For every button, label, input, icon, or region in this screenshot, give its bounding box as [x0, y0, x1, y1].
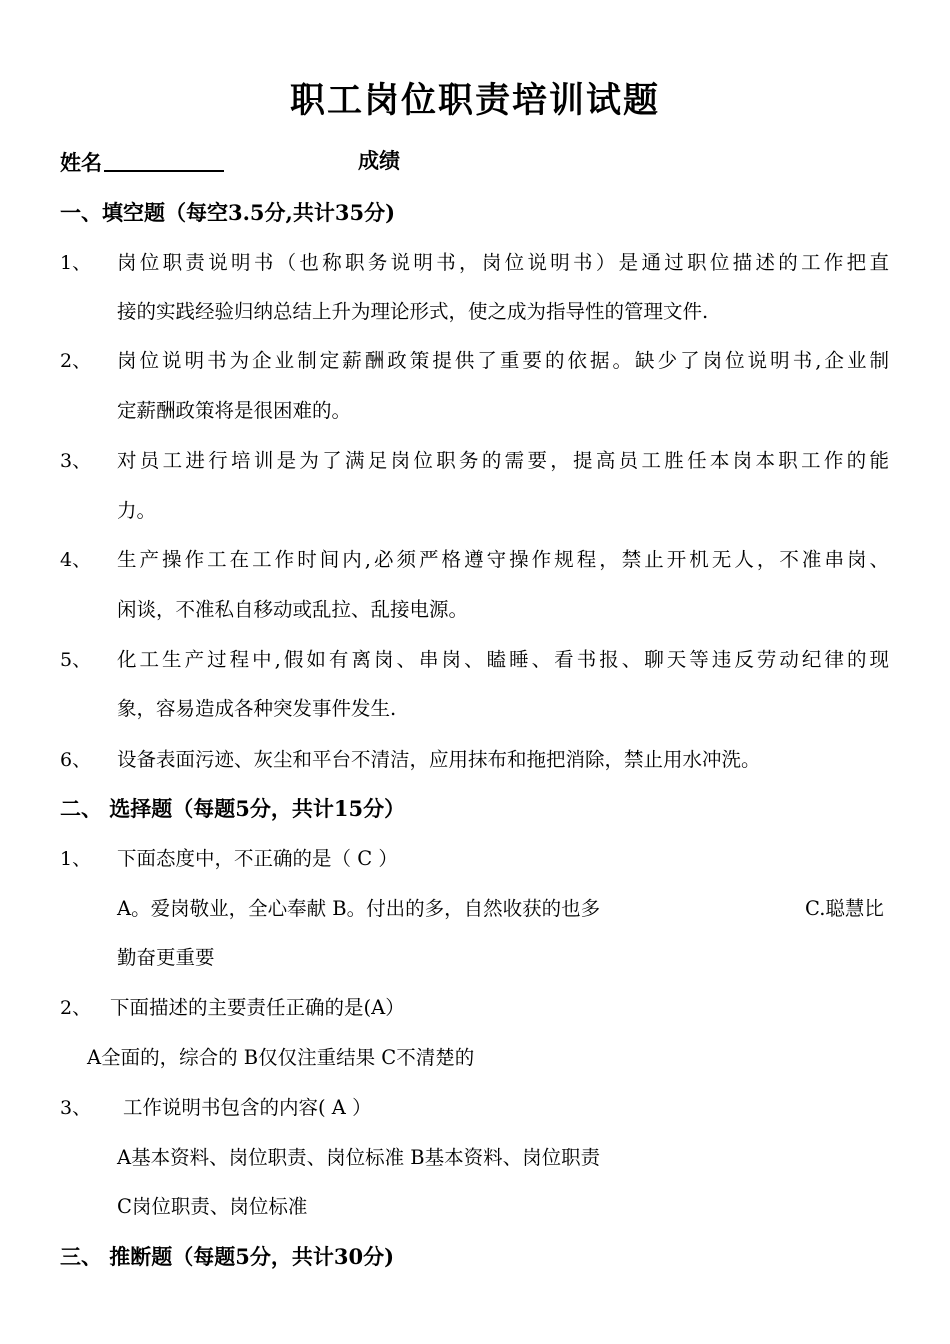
name-field [60, 146, 224, 178]
s1-item2-line1: 岗位说明书为企业制定薪酬政策提供了重要的依据。缺少了岗位说明书,企业制 [117, 349, 889, 372]
s1-item5-line1: 化工生产过程中,假如有离岗、串岗、瞌睡、看书报、聊天等违反劳动纪律的现 [117, 648, 889, 671]
s2-q3-question: 工作说明书包含的内容( A ） [123, 1096, 372, 1119]
s2-q2-question: 下面描述的主要责任正确的是(A） [110, 996, 405, 1019]
page-title: 职工岗位职责培训试题 [289, 80, 660, 121]
s1-item4-number: 4、 [60, 549, 92, 571]
s2-q3-number: 3、 [60, 1097, 92, 1119]
s2-q3-options-ab: A基本资料、岗位职责、岗位标准 B基本资料、岗位职责 [117, 1146, 601, 1169]
name-label: 姓名 [60, 150, 102, 175]
s1-item1-number: 1、 [60, 252, 92, 274]
score-label: 成绩 [358, 148, 400, 173]
s2-q1-question: 下面态度中，不正确的是（ C ） [117, 847, 398, 870]
s2-q1-options-ab: A。爱岗敬业，全心奉献 B。付出的多，自然收获的也多 [117, 897, 601, 920]
s1-item1-line2: 接的实践经验归纳总结上升为理论形式，使之成为指导性的管理文件. [117, 300, 709, 323]
s1-item3-number: 3、 [60, 450, 92, 472]
s1-item5-line2: 象，容易造成各种突发事件发生. [117, 697, 397, 720]
s2-q1-option-c-end: 勤奋更重要 [117, 946, 215, 969]
name-blank [104, 146, 224, 172]
s1-item3-line1: 对员工进行培训是为了满足岗位职务的需要，提高员工胜任本岗本职工作的能 [117, 449, 889, 472]
s1-item3-line2: 力。 [117, 499, 157, 522]
section2-heading: 二、 选择题（每题5分，共计15分） [60, 796, 406, 821]
s1-item5-number: 5、 [60, 649, 92, 671]
s1-item1-line1: 岗位职责说明书（也称职务说明书，岗位说明书）是通过职位描述的工作把直 [117, 251, 889, 274]
section1-heading: 一、填空题（每空3.5分,共计35分) [60, 200, 396, 225]
s1-item6-line1: 设备表面污迹、灰尘和平台不清洁，应用抹布和拖把消除，禁止用水冲洗。 [117, 748, 761, 771]
s1-item4-line2: 闲谈，不准私自移动或乱拉、乱接电源。 [117, 598, 469, 621]
s2-q1-number: 1、 [60, 848, 92, 870]
section3-heading: 三、 推断题（每题5分，共计30分) [60, 1244, 395, 1269]
s2-q1-option-c-start: C.聪慧比 [805, 897, 884, 920]
s2-q2-options: A全面的，综合的 B仅仅注重结果 C不清楚的 [87, 1046, 475, 1069]
s2-q3-option-c: C岗位职责、岗位标准 [117, 1195, 308, 1218]
s1-item4-line1: 生产操作工在工作时间内,必须严格遵守操作规程，禁止开机无人，不准串岗、 [117, 548, 889, 571]
s1-item2-number: 2、 [60, 350, 92, 372]
s2-q2-number: 2、 [60, 997, 92, 1019]
s1-item2-line2: 定薪酬政策将是很困难的。 [117, 399, 352, 422]
s1-item6-number: 6、 [60, 749, 92, 771]
